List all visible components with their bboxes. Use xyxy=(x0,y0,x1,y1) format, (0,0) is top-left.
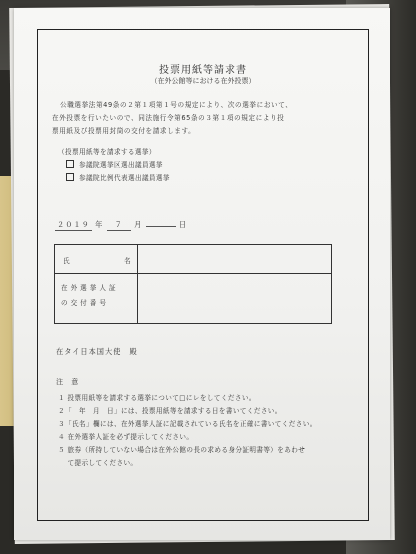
date-month-label: 月 xyxy=(134,220,143,229)
note-4: ４ 在外選挙人証を必ず提示してください。 xyxy=(58,433,194,441)
date-month[interactable]: ７ xyxy=(107,220,131,231)
checkbox-proportional[interactable] xyxy=(66,173,74,181)
election-option-district-label: 参議院選挙区選出議員選挙 xyxy=(79,161,163,169)
card-label-2: の交付番号 xyxy=(61,299,109,307)
date-year[interactable]: ２０１９ xyxy=(57,220,90,229)
election-option-district xyxy=(66,159,163,169)
date-year-label: 年 xyxy=(95,220,104,229)
note-3: ３「氏名」欄には、在外選挙人証に記載されている氏名を正確に書いてください。 xyxy=(58,420,317,428)
intro-line-3: 票用紙及び投票用封筒の交付を請求します。 xyxy=(52,127,196,135)
date-day[interactable] xyxy=(146,226,176,227)
name-field[interactable] xyxy=(139,247,329,271)
date-day-label: 日 xyxy=(178,220,188,229)
ballot-request-form-paper xyxy=(14,8,390,540)
card-number-field[interactable] xyxy=(139,276,329,322)
intro-line-1: 公職選挙法第49条の２第１項第１号の規定により、次の選挙において、 xyxy=(60,101,293,109)
election-header: （投票用紙等を請求する選挙） xyxy=(58,148,156,156)
election-option-proportional-label: 参議院比例代表選出議員選挙 xyxy=(79,174,170,182)
election-option-proportional xyxy=(66,172,170,182)
card-label-1: 在外選挙人証 xyxy=(61,284,119,292)
note-2: ２「 年 月 日」には、投票用紙等を請求する日を書いてください。 xyxy=(58,407,282,415)
note-1: １ 投票用紙等を請求する選挙について□にレをしてください。 xyxy=(58,394,256,402)
form-subtitle: （在外公館等における在外投票） xyxy=(150,77,256,85)
form-title: 投票用紙等請求書 xyxy=(159,65,247,76)
table-divider xyxy=(55,273,331,274)
name-label: 氏 名 xyxy=(63,257,155,265)
notes-header: 注 意 xyxy=(56,378,82,386)
note-5b: て提示してください。 xyxy=(58,459,138,467)
intro-line-2: 在外投票を行いたいので、同法施行令第65条の３第１項の規定により投 xyxy=(52,114,285,122)
addressee: 在タイ日本国大使 殿 xyxy=(56,347,138,356)
checkbox-district[interactable] xyxy=(66,160,74,168)
note-5a: ５ 旅券（所持していない場合は在外公館の長の求める身分証明書等）をあわせ xyxy=(58,446,306,454)
form-border xyxy=(37,29,369,521)
request-date xyxy=(55,220,187,231)
applicant-table xyxy=(54,244,332,324)
